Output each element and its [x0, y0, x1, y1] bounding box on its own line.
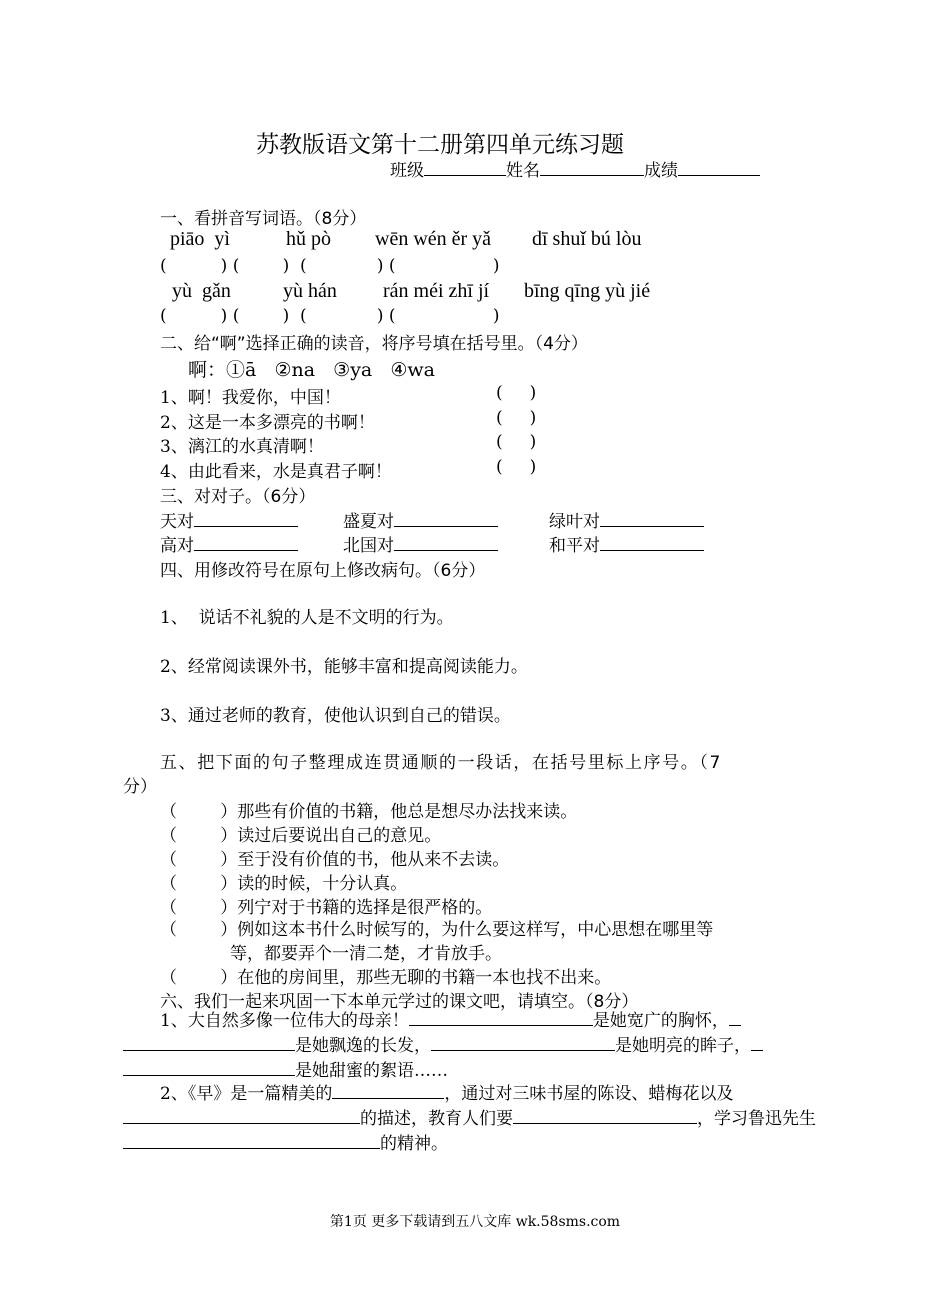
s6-q2-text: 的描述，教育人们要	[360, 1109, 513, 1129]
fill-blank[interactable]	[409, 1010, 593, 1026]
s5-sentence: 例如这本书什么时候写的，为什么要这样写，中心思想在哪里等	[237, 920, 714, 940]
s2-item-3: 3、漓江的水真清啊！	[160, 437, 324, 457]
fill-blank[interactable]	[513, 1108, 697, 1124]
s6-q2-text: 及	[716, 1084, 734, 1104]
page-footer: 第1页 更多下载请到五八文库 wk.58sms.com	[329, 1214, 621, 1230]
s2-answer-3[interactable]: ( )	[496, 432, 537, 452]
fill-blank[interactable]	[332, 1083, 444, 1099]
couplet-prompt: 绿叶对	[549, 512, 600, 532]
s6-question-1	[123, 1009, 835, 1084]
class-label: 班级	[390, 161, 424, 181]
couplet-4	[160, 531, 298, 556]
order-paren[interactable]: （ ）	[160, 920, 238, 940]
pinyin-7: rán méi zhī jí	[383, 280, 490, 302]
order-paren[interactable]: （ ）	[160, 874, 238, 894]
section3-heading: 三、对对子。（6分）	[160, 487, 316, 507]
s5-item-6-cont: 等，都要弄个一清二楚，才肯放手。	[230, 944, 502, 964]
s2-item-2: 2、这是一本多漂亮的书啊！	[160, 413, 375, 433]
s5-sentence: 读过后要说出自己的意见。	[237, 826, 442, 846]
pinyin-2: hǔ pò	[286, 228, 331, 250]
s5-item-1	[160, 797, 577, 822]
section5-heading-cont: 分）	[123, 777, 157, 797]
s2-answer-4[interactable]: ( )	[496, 457, 537, 477]
order-paren[interactable]: （ ）	[160, 898, 238, 918]
couplet-3	[549, 507, 704, 532]
s5-sentence: 在他的房间里，那些无聊的书籍一本也找不出来。	[237, 968, 612, 988]
score-label: 成绩	[644, 161, 678, 181]
page-title: 苏教版语文第十二册第四单元练习题	[256, 132, 624, 158]
s5-sentence: 那些有价值的书籍，他总是想尽办法找来读。	[237, 802, 578, 822]
answer-parens-row1[interactable]: ( ) ( ) ( ) ( )	[160, 256, 500, 276]
couplet-blank[interactable]	[194, 535, 298, 551]
s5-item-2	[160, 821, 441, 846]
couplet-1	[160, 507, 298, 532]
pinyin-1: piāo yì	[170, 228, 230, 250]
couplet-blank[interactable]	[394, 511, 498, 527]
s5-item-3	[160, 845, 509, 870]
couplet-prompt: 盛夏对	[343, 512, 394, 532]
pronunciation-options: 啊：①ā ②na ③ya ④wa	[188, 359, 436, 381]
couplet-prompt: 天对	[160, 512, 194, 532]
s2-answer-1[interactable]: ( )	[496, 383, 537, 403]
fill-blank[interactable]	[431, 1035, 615, 1051]
section5-heading: 五、把下面的句子整理成连贯通顺的一段话，在括号里标上序号。（7	[160, 753, 722, 773]
s4-item-3: 3、通过老师的教育，使他认识到自己的错误。	[160, 706, 511, 726]
couplet-blank[interactable]	[194, 511, 298, 527]
fill-blank[interactable]	[123, 1108, 360, 1124]
s2-item-4: 4、由此看来，水是真君子啊！	[160, 462, 392, 482]
fill-blank[interactable]	[123, 1133, 380, 1149]
pinyin-5: yù gǎn	[172, 280, 231, 302]
s2-answer-2[interactable]: ( )	[496, 408, 537, 428]
couplet-prompt: 和平对	[549, 536, 600, 556]
s6-q1-prefix: 1、大自然多像一位伟大的母亲！	[160, 1011, 409, 1031]
name-blank[interactable]	[540, 160, 644, 176]
section4-heading: 四、用修改符号在原句上修改病句。（6分）	[160, 561, 486, 581]
class-blank[interactable]	[424, 160, 506, 176]
fill-blank[interactable]	[729, 1010, 741, 1026]
couplet-6	[549, 531, 704, 556]
pinyin-4: dī shuǐ bú lòu	[532, 228, 642, 250]
s6-q2-prefix: 2、《早》是一篇精美的	[160, 1084, 333, 1104]
fill-blank[interactable]	[751, 1035, 763, 1051]
couplet-prompt: 北国对	[343, 536, 394, 556]
s6-q1-text: 是她甜蜜的絮语……	[295, 1061, 448, 1081]
pinyin-3: wēn wén ěr yǎ	[375, 228, 492, 250]
pinyin-8: bīng qīng yù jié	[524, 280, 651, 302]
order-paren[interactable]: （ ）	[160, 826, 238, 846]
s4-item-1: 1、 说话不礼貌的人是不文明的行为。	[160, 608, 454, 628]
s5-item-4	[160, 869, 407, 894]
s4-item-2: 2、经常阅读课外书，能够丰富和提高阅读能力。	[160, 657, 528, 677]
pinyin-6: yù hán	[283, 280, 337, 302]
order-paren[interactable]: （ ）	[160, 802, 238, 822]
s5-item-6	[160, 915, 713, 940]
couplet-2	[343, 507, 498, 532]
s5-sentence: 至于没有价值的书，他从来不去读。	[237, 850, 510, 870]
s6-q1-text: 是她宽广的胸怀，	[592, 1011, 729, 1031]
couplet-blank[interactable]	[600, 535, 704, 551]
s5-item-7	[160, 963, 611, 988]
s6-q2-text: 的精神。	[380, 1134, 448, 1154]
s5-sentence: 列宁对于书籍的选择是很严格的。	[237, 898, 493, 918]
couplet-blank[interactable]	[394, 535, 498, 551]
answer-parens-row2[interactable]: ( ) ( ) ( ) ( )	[160, 306, 500, 326]
couplet-blank[interactable]	[600, 511, 704, 527]
s6-q2-text: ，通过对三味书屋的陈设、蜡梅花以	[444, 1084, 717, 1104]
student-info-line	[390, 156, 760, 181]
s6-q1-text: 是她明亮的眸子，	[615, 1036, 751, 1056]
score-blank[interactable]	[678, 160, 760, 176]
order-paren[interactable]: （ ）	[160, 850, 238, 870]
s6-q2-text: ，学习	[697, 1109, 748, 1129]
couplet-prompt: 高对	[160, 536, 194, 556]
section6-heading: 六、我们一起来巩固一下本单元学过的课文吧，请填空。（8分）	[160, 992, 639, 1012]
name-label: 姓名	[506, 161, 540, 181]
order-paren[interactable]: （ ）	[160, 968, 238, 988]
s6-q2-text: 鲁迅先生	[748, 1109, 816, 1129]
fill-blank[interactable]	[123, 1060, 295, 1076]
s6-question-2	[123, 1082, 835, 1157]
s5-sentence: 读的时候，十分认真。	[237, 874, 408, 894]
section2-heading: 二、给“啊”选择正确的读音，将序号填在括号里。（4分）	[160, 334, 588, 354]
s2-item-1: 1、啊！我爱你，中国！	[160, 388, 341, 408]
section1-heading: 一、看拼音写词语。（8分）	[160, 209, 367, 229]
fill-blank[interactable]	[123, 1035, 295, 1051]
couplet-5	[343, 531, 498, 556]
s6-q1-text: 是她飘逸的长发，	[295, 1036, 431, 1056]
